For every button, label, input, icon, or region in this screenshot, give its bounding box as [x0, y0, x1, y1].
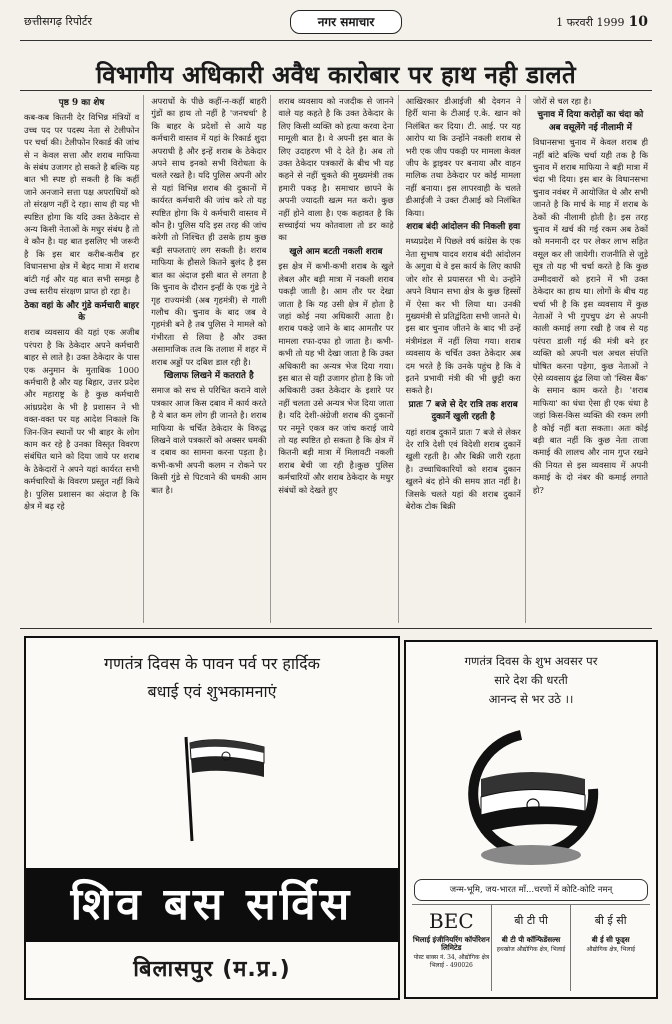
article-column-5	[529, 95, 652, 623]
sponsor-name: भिलाई इंजीनियरिंग कॉर्पोरेशन लिमिटेड	[412, 935, 490, 952]
article-column-3	[274, 95, 398, 623]
headline: विभागीय अधिकारी अवैध कारोबार पर हाथ नही डालते	[96, 61, 576, 89]
paragraph: इस क्षेत्र में कभी-कभी शराब के खुले लेबल और बड़ी मात्रा में नकली शराब पकड़ी जाती है। आम तौर पर देखा जाता है कि यह उसी क्षेत्र में होता है जहां कोई नया अधिकारी आता है। शराब पकड़े जाने के बाद आमतौर पर मामला रफा-दफा हो जाता है। कभी-कभी तो यह भी देखा जाता है कि उक्त अधिकारी का अन्यत्र भेज दिया गया। इस बात से यही उजागर होता है कि जो अधिकारी उक्त ठेकेदार के इशारे पर नहीं चलता उसे अन्यत्र भेज दिया जाता है। यदि देशी-अंग्रेजी शराब की दुकानों पर नमूने एकत्र कर जांच कराई जाये तो यह स्पष्टित हो सकता है कि क्षेत्र में कितनी बड़ी मात्रा में मिलावटी नकली शराब बेची जा रही है।कुछ पुलिस कर्मचारियों और शराब ठेकेदार के मधुर संबंधों को देखते हुए	[278, 261, 394, 495]
ad-greeting-line1: गणतंत्र दिवस के पावन पर्व पर हार्दिक	[104, 654, 320, 673]
paragraph: यहां शराब दुकानें प्रातः 7 बजे से लेकर देर रात्रि देशी एवं विदेशी शराब दुकानें खुली रहती है। और बिक्री जारी रहता है। उच्चाधिकारियों को शराब दुकान खुलने बंद होने की समय ज्ञात नहीं है। जिसके चलते यहां की शराब दुकानें बेरोक टोक बिक्री	[405, 426, 521, 511]
sponsor-address: पोस्ट बाक्स नं. 34, औद्योगिक क्षेत्र भिलाई - 490026	[413, 954, 490, 969]
date-page	[556, 14, 648, 30]
flag-icon	[178, 733, 268, 843]
article-columns	[20, 95, 652, 623]
sponsor-logos	[412, 904, 650, 991]
sponsor-logo	[571, 905, 650, 991]
paragraph: जोरों से चल रहा है।	[532, 96, 592, 106]
ad-republic-day	[404, 640, 658, 999]
ad-right-line3: आनन्द से भर उठे ।।	[488, 692, 574, 706]
paragraph: विधानसभा चुनाव में केवल शराब ही नहीं बांटे बल्कि चर्चा यही तक है कि चुनाव में शराब माफिया ने बड़ी मात्रा में चंदा भी दिया। इस बार के विधानसभा चुनाव नवंबर में आयोजित थे और सभी जानते है कि मार्च के माह में शराब के ठेकों की नीलामी होती है। इस तरह चुनाव में खर्च की गई रकम अब ठेकों को मनमानी दर पर लेकर लाभ सहित वसूल कर ली जायेगी। राजनीति से जुड़े सूत्र तो यह भी चर्चा करते है कि कुछ उम्मीदवारों को हराने में भी उक्त ठेकेदार का हाथ था। लोगों के बीच यह चर्चा भी है कि इस व्यवसाय में कुछ नेताओं ने भी गुपचुप ढंग से अपनी काली कमाई लगा रखी है जब से यह परंपरा डाली गई की मंत्री बने हर व्यक्ति को अपनी चल अचल संपत्ति घोषित करना पड़ेगा, कुछ नेताओं ने ऐसे व्यवसाय ढूंढ लिया जो 'स्विस बैंक' के समान काम करते है। 'शराब माफिया' का धंधा ऐसा ही एक धंधा है जहां किस-किस व्यक्ति की रकम लगी है कोई नहीं बता सकता। अतः कोई बड़ी बात नहीं कि कुछ नेता ताजा कमाई की लालच और नाम गुप्त रखने की नियत से इस व्यवसाय में अपनी कमाई के दो नंबर की कमाई लगाते हो?	[532, 137, 649, 495]
flag-globe-icon	[461, 727, 601, 872]
brand-name: शिव बस सर्विस	[26, 868, 398, 942]
paper-name: छत्तीसगढ़ रिपोर्टर	[24, 15, 92, 28]
article-column-2	[147, 95, 271, 623]
sponsor-logo	[412, 905, 492, 991]
paragraph: अपराधों के पीछे कहीं-न-कहीं बाहरी गुंडों का हाथ तो नहीं है 'जनचर्चा' है कि बाहर के प्रदेशों से आये यह कर्मचारी वास्तव में यहां के रिकार्ड शुदा अपराधी है और इन्हें शराब के ठेकेदार अपने साथ इनको सभी विरोधता के चलते रखते है। यदि पुलिस अपनी ओर से यहां विभिन्न शराब की दुकानों में कार्यरत कर्मचारी की जांच करे तो यह स्पष्टित होगा कि ये कर्मचारी वास्तव में कौन है। पुलिस यदि इस तरह की जांच करेगी तो निश्चित ही उसके हाथ कुछ बड़ी सफलताएं लग सकती है। शराब माफिया के हौसले कितने बुलंद है इस बात का अंदाज इसी बात से लगता है कि चुनाव के दौरान इन्हीं के एक गुंडे ने गृह राज्यमंत्री (अब गृहमंत्री) से गाली गलौच की। चुनाव के बाद जब वे गृहमंत्री बने है तब पुलिस ने मामले को गंभीरता से लिया है और उक्त असामाजिक तत्व कि तलाश में शहर में शराब अड्डों पर दबिश डाल रही है।	[151, 96, 267, 367]
slogan-banner: जन्म-भूमि, जय-भारत माँ...चरणों में कोटि-कोटि नमन्	[414, 879, 648, 901]
headline-rule	[20, 90, 652, 91]
section-label: नगर समाचार	[290, 10, 402, 34]
paragraph: शराब व्यवसाय की यहां एक अजीब परंपरा है कि ठेकेदार अपने कर्मचारी बाहर से लाते है। उक्त ठेकेदार के पास एक अनुमान के मुताबिक 1000 कर्मचारी है और यह बिहार, उत्तर प्रदेश और महाराष्ट्र के है कुछ कर्मचारी आंध्रप्रदेश के भी है प्रशासन ने भी वक्त-वक्त पर यह आदेश निकाले कि जिन-जिन स्थानों पर भी बाहर के लोग काम कर रहे है उनका विस्तृत विवरण संबंधित थाने को दिया जाये पर शराब के ठेकेदारों ने अपने यहां कार्यरत सभी कर्मचारियों के विवरण प्रस्तुत नहीं किये है। पुलिस प्रशासन का अंदाज है कि क्षेत्र में बढ़ रहे	[24, 327, 140, 511]
paragraph: शराब व्यवसाय को नजदीक से जानने वाले यह कहते है कि उक्त ठेकेदार के लिए किसी व्यक्ति को हत्या करवा देना मामूली बात है। वे अपनी इस बात के लिए उदाहरण भी दे देते है। अब तो उक्त ठेकेदार पत्रकारों के बीच भी यह कहने से नहीं चुकते की मुख्यमंत्री तक हमारी पकड़ है। समाचार छापने के अपनी ज्यादती खत्म मत करो। कुछ नहीं होने वाला है। एक कहावत है कि सच्चाईयां भय कोतवाला तो डर काहे का	[278, 96, 394, 243]
bec-logo-icon: BEC	[429, 909, 474, 933]
ad-greeting-line2: बधाई एवं शुभकामनाएं	[147, 682, 277, 701]
page-number: 10	[628, 14, 648, 30]
sponsor-address: औद्योगिक क्षेत्र, भिलाई	[586, 946, 636, 953]
article-column-1	[20, 95, 144, 623]
sponsor-address: हथखोज औद्योगिक क्षेत्र, भिलाई	[496, 946, 566, 953]
bec-foods-logo-icon: बी ई सी	[594, 914, 627, 927]
paragraph: समाज को सच से परिचित कराने वाले पत्रकार आज किस दबाव में कार्य करते है ये बात कम लोग ही जानते है। शराब माफिया के चर्चित ठेकेदार के विरुद्ध लिखने वाले पत्रकारों को अक्सर धमकी व दबाव का सामना करना पड़ता है। कभी-कभी अपनी कलम न रोकने पर किसी गुंडे से पिटवाने की धमकी आम बात है।	[151, 385, 267, 495]
btp-logo-icon: बी टी पी	[514, 914, 548, 927]
sponsor-logo	[492, 905, 572, 991]
ad-right-line2: सारे देश की धरती	[494, 673, 568, 687]
ad-right-line1: गणतंत्र दिवस के शुभ अवसर पर	[464, 654, 598, 668]
subheading: पृष्ठ 9 का शेष	[58, 98, 105, 108]
header-rule	[20, 40, 652, 41]
sponsor-name: बी टी पी कॉन्फिडेंसल्स	[501, 935, 561, 944]
paragraph: मध्यप्रदेश में पिछले वर्ष कांग्रेस के एक नेता सुभाष यादव शराब बंदी आंदोलन के अगुवा थे वे इस कार्य के लिए काफी जोर शोर से प्रयासरत भी थे। उन्होंने अपने विधान सभा क्षेत्र के कुछ हिस्सों में ऐसा कर भी लिया था। उनकी मुख्यमंत्री से प्रतिद्वंदिता सभी जानते थे। इस बार चुनाव जीतने के बाद भी उन्हें मंत्रीमंडल में नहीं लिया गया। शराब व्यवसाय के चर्चित उक्त ठेकेदार अब दम भरते है कि उनके पहुंच है कि वे इतने प्रभावी मंत्री की भी छुट्टी करा सकते है।	[405, 236, 521, 396]
sponsor-name: बी ई सी फूड्स	[591, 935, 630, 944]
subheading: ठेका वहां के और गुंडे कर्मचारी बाहर के	[24, 300, 139, 323]
subheading: खुले आम बटती नकली शराब	[289, 246, 383, 257]
paragraph: आखिरकार डीआईजी श्री देवगन ने हिर्री थाना के टीआई ए.के. खान को निलंबित कर दिया। टी. आई. पर यह आरोप था कि उन्होंने नकली शराब से भरी एक जीप पकड़ी पर मामला केवल जीप के ड्राइवर पर बनाया और वाहन मालिक तथा ठेकेदार पर कोई मामला नहीं बनाया। इस लापरवाही के चलते डीआईजी ने उक्त टीआई को निलंबित किया।	[405, 96, 521, 218]
ads-rule	[20, 628, 652, 629]
paragraph: कब-कब कितनी देर विभिन्न मंत्रियों व उच्च पद पर पदस्थ नेता से टेलीफोन पर चर्चा की। टेलीफोन रिकार्ड की जांच से न केवल सत्ता और शराब माफिया के संबंध उजागर हो सकते है बल्कि यह बात भी स्पष्ट हो सकती है कि कहीं जाने अनजाने सत्ता पक्ष अपराधियों को तो संरक्षण नहीं दे रहा। साथ ही यह भी स्पष्टित होगा कि यदि उक्त ठेकेदार से अन्य किसी नेताओं के मधुर संबंध है तो वे कौन है। यह बात इसलिए भी जरूरी है कि इस बार करीब-करीब हर विधानसभा क्षेत्र में बेहद मात्रा में शराब बांटी गई और यह बात सभी समझ है उच्च स्तरीय संरक्षण प्राप्त हो रहा है।	[24, 112, 140, 297]
subheading: प्रातः 7 बजे से देर रात्रि तक शराब दुकानें खुली रहती है	[408, 399, 518, 423]
ad-shiv-bus	[24, 636, 400, 1000]
subheading: शराब बंदी आंदोलन की निकली हवा	[406, 222, 521, 233]
subheading: खिलाफ लिखने में कतराते है	[163, 370, 254, 381]
brand-city: बिलासपुर (म.प्र.)	[133, 957, 291, 982]
article-column-4	[402, 95, 526, 623]
subheading: चुनाव में दिया करोड़ों का चंदा को अब वसूलेंगे नई नीलामी में	[537, 110, 644, 133]
issue-date: 1 फरवरी 1999	[556, 16, 625, 29]
